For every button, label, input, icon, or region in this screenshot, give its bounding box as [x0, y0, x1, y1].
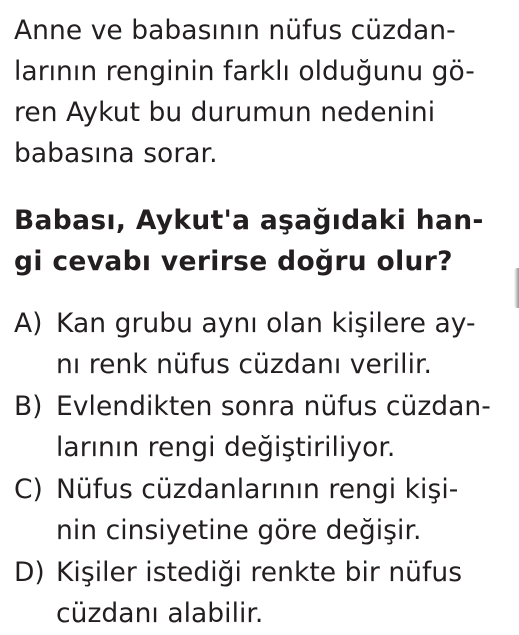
option-text-line: nı renk nüfus cüzdanı verilir.: [56, 349, 432, 380]
option-text-line: larının rengi değiştiriliyor.: [56, 432, 396, 463]
option-b[interactable]: [14, 386, 509, 468]
option-text-line: Nüfus cüzdanlarının rengi kişi-: [56, 474, 459, 505]
option-text-line: nin cinsiyetine göre değişir.: [56, 515, 422, 546]
stem-line: larının renginin farklı olduğunu gö-: [14, 56, 475, 87]
option-letter: C): [14, 474, 43, 505]
stem-line: babasına sorar.: [14, 138, 218, 169]
option-text-line: Kan grubu aynı olan kişilere ay-: [56, 308, 476, 339]
answer-options: [14, 303, 509, 634]
prompt-line: gi cevabı verirse doğru olur?: [14, 246, 453, 277]
option-letter: B): [14, 391, 43, 422]
question-prompt: [14, 200, 509, 282]
question-stem: [14, 10, 509, 174]
option-text-line: Kişiler istediği renkte bir nüfus: [56, 557, 463, 588]
stem-line: Anne ve babasının nüfus cüzdan-: [14, 15, 456, 46]
option-c[interactable]: [14, 469, 509, 551]
stem-line: ren Aykut bu durumun nedenini: [14, 97, 436, 128]
option-letter: A): [14, 308, 43, 339]
page-edge-shadow: [514, 268, 519, 308]
option-text-line: Evlendikten sonra nüfus cüzdan-: [56, 391, 491, 422]
option-letter: D): [14, 557, 45, 588]
option-text-line: cüzdanı alabilir.: [56, 598, 264, 629]
question-card: [14, 10, 509, 635]
option-a[interactable]: [14, 303, 509, 385]
prompt-line: Babası, Aykut'a aşağıdaki han-: [14, 205, 484, 236]
